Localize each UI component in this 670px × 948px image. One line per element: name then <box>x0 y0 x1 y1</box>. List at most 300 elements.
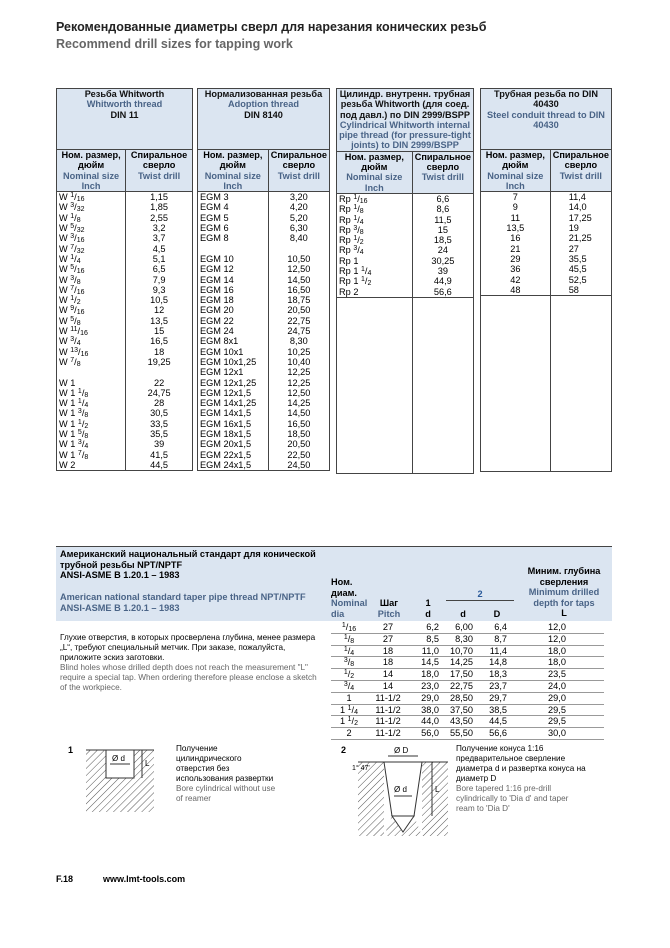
table-row <box>481 233 612 243</box>
table-row-empty <box>481 306 612 316</box>
empty-cell <box>412 401 473 411</box>
table-row-empty <box>481 296 612 307</box>
drill-cell: 24 <box>412 245 473 255</box>
npt-d-cell: 22,75 <box>442 680 476 692</box>
drill-cell: 39 <box>126 439 193 449</box>
drill-cell: 24,75 <box>126 388 193 398</box>
drill-cell: 6,5 <box>126 264 193 274</box>
drill-cell: 45,5 <box>550 264 611 274</box>
table-row-empty <box>481 368 612 378</box>
npt-depth-cell: 29,5 <box>510 704 604 716</box>
section1-title-en: Whitworth thread <box>86 99 163 110</box>
nominal-cell: EGM 22x1,5 <box>198 450 269 460</box>
empty-cell <box>481 440 551 450</box>
drill-cell: 41,5 <box>126 450 193 460</box>
npt-col-d: d <box>460 609 466 619</box>
empty-cell <box>412 452 473 462</box>
table-row <box>337 235 474 245</box>
section1-col2-en: Twist drill <box>137 170 181 181</box>
empty-cell <box>412 422 473 432</box>
npt-d1-cell: 8,5 <box>409 633 442 645</box>
table-row <box>481 244 612 254</box>
fig1-L-label: L <box>145 759 150 768</box>
table-row-empty <box>337 319 474 329</box>
empty-cell <box>550 306 611 316</box>
nominal-cell: EGM 10 <box>198 254 269 264</box>
drill-cell: 18 <box>126 347 193 357</box>
table-row-empty <box>337 463 474 474</box>
table-row <box>198 192 330 203</box>
drill-cell: 56,6 <box>412 287 473 298</box>
nominal-cell: W $^{11}/_{16}$ <box>57 326 126 336</box>
drill-cell: 22 <box>126 378 193 388</box>
nominal-cell: W 1 $^3/_4$ <box>57 439 126 449</box>
drill-cell: 3,20 <box>268 192 329 203</box>
npt-depth-cell: 29,0 <box>510 692 604 704</box>
nominal-cell: EGM 12x1,25 <box>198 378 269 388</box>
drill-cell: 24,50 <box>268 460 329 471</box>
table-row <box>57 285 193 295</box>
npt-d-cell: 6,00 <box>442 622 476 633</box>
table-row-empty <box>337 432 474 442</box>
drill-cell: 17,25 <box>550 213 611 223</box>
npt-pitch-cell: 18 <box>367 657 409 669</box>
section1-col2-ru: Спиральное сверло <box>130 150 188 171</box>
drill-cell: 12,50 <box>268 388 329 398</box>
npt-nominal-cell: 1 $^1/_4$ <box>331 704 367 716</box>
nominal-cell: EGM 16x1,5 <box>198 419 269 429</box>
table-row <box>57 439 193 449</box>
table-row <box>57 460 193 471</box>
npt-depth-cell: 24,0 <box>510 680 604 692</box>
nominal-cell: EGM 3 <box>198 192 269 203</box>
empty-cell <box>337 452 413 462</box>
fig2-angle-label: 1° 47' <box>352 765 370 772</box>
npt-depth-cell: 12,0 <box>510 633 604 645</box>
table-row-empty <box>337 411 474 421</box>
table-row-empty <box>481 389 612 399</box>
drill-cell: 52,5 <box>550 275 611 285</box>
empty-cell <box>337 422 413 432</box>
table-row-empty <box>337 401 474 411</box>
nominal-cell: EGM 12x1 <box>198 367 269 377</box>
section2-title-ru: Нормализованная резьба <box>204 89 323 99</box>
table-row <box>57 295 193 305</box>
adoption-thread-table <box>197 88 330 471</box>
table-row <box>331 728 604 740</box>
npt-pitch-cell: 11-1/2 <box>367 728 409 740</box>
fig2-number: 2 <box>341 745 347 755</box>
empty-cell <box>550 317 611 327</box>
drill-cell: 11,4 <box>550 192 611 203</box>
nominal-cell: W $^7/_{16}$ <box>57 285 126 295</box>
table-row <box>198 419 330 429</box>
website-link[interactable]: www.lmt-tools.com <box>103 874 186 884</box>
page-number: F.18 <box>56 874 74 884</box>
nominal-cell: EGM 14x1,25 <box>198 398 269 408</box>
empty-cell <box>481 306 551 316</box>
npt-depth-cell: 23,5 <box>510 669 604 681</box>
drill-cell: 3,2 <box>126 223 193 233</box>
table-row-empty <box>481 430 612 440</box>
table-row <box>337 215 474 225</box>
section1-col1-en: Nominal size Inch <box>62 170 120 191</box>
table-row-empty <box>481 399 612 409</box>
empty-cell <box>481 327 551 337</box>
section1-title-ru: Резьба Whitworth <box>84 89 165 99</box>
fig1-d-label: Ø d <box>112 754 125 763</box>
empty-cell <box>412 297 473 308</box>
table-row <box>198 357 330 367</box>
drill-cell: 28 <box>126 398 193 408</box>
section1-col1-header <box>57 150 126 192</box>
fig2-caption: Получение конуса 1:16 предварительное сверление диаметра d и развертка конуса на диаметр D Bore tapered 1:16 pre-drill cylindrically to 'Dia d' and taper ream to 'Dia D' <box>456 744 586 813</box>
nominal-cell: 42 <box>481 275 551 285</box>
table-row <box>57 202 193 212</box>
nominal-cell: EGM 18 <box>198 295 269 305</box>
nominal-cell: Rp 1 <box>337 256 413 266</box>
table-row <box>57 192 193 203</box>
drill-cell: 24,75 <box>268 326 329 336</box>
table-row <box>198 439 330 449</box>
nominal-cell: W $^5/_8$ <box>57 316 126 326</box>
drill-cell: 12,25 <box>268 367 329 377</box>
empty-cell <box>337 360 413 370</box>
section4-header <box>481 89 612 150</box>
drill-cell: 19 <box>550 223 611 233</box>
table-row <box>481 213 612 223</box>
npt-d1-cell: 18,0 <box>409 669 442 681</box>
table-row <box>57 388 193 398</box>
table-row-empty <box>337 360 474 370</box>
empty-cell <box>550 430 611 440</box>
npt-d1-cell: 44,0 <box>409 716 442 728</box>
table-row <box>57 357 193 367</box>
npt-note: Глухие отверстия, в которых просверлена глубина, менее размера „L“, требуют специальный метчик. При заказе, пожалуйста, приложите эскиз заготовки. Blind holes whose drilled depth does not reach the measurement "L" require a special tap. When ordering therefore please enclose a sketch of the workpiece. <box>60 633 317 692</box>
drill-cell: 14,50 <box>268 408 329 418</box>
empty-cell <box>550 358 611 368</box>
npt-pitch-cell: 27 <box>367 622 409 633</box>
drill-cell: 11,5 <box>412 215 473 225</box>
npt-depth-cell: 29,5 <box>510 716 604 728</box>
drill-cell: 8,30 <box>268 336 329 346</box>
drill-cell: 19,25 <box>126 357 193 367</box>
npt-d1-cell: 38,0 <box>409 704 442 716</box>
empty-cell <box>550 399 611 409</box>
table-row-empty <box>337 308 474 318</box>
nominal-cell: W $^7/_{32}$ <box>57 244 126 254</box>
npt-depth-cell: 18,0 <box>510 645 604 657</box>
drill-cell: 6,6 <box>412 193 473 204</box>
nominal-cell <box>198 244 269 254</box>
nominal-cell: Rp $^1/_4$ <box>337 215 413 225</box>
empty-cell <box>412 370 473 380</box>
nominal-cell: 9 <box>481 202 551 212</box>
nominal-cell: EGM 8 <box>198 233 269 243</box>
drill-cell: 44,9 <box>412 276 473 286</box>
drill-cell: 18,5 <box>412 235 473 245</box>
nominal-cell: EGM 18x1,5 <box>198 429 269 439</box>
empty-cell <box>481 348 551 358</box>
table-row <box>57 336 193 346</box>
drill-cell <box>268 244 329 254</box>
npt-col-nominal: Ном. диам. Nominal dia <box>331 577 368 619</box>
npt-d-cell: 8,30 <box>442 633 476 645</box>
nominal-cell: W $^9/_{16}$ <box>57 305 126 315</box>
empty-cell <box>337 391 413 401</box>
nominal-cell: 7 <box>481 192 551 203</box>
table-row <box>57 408 193 418</box>
drill-cell: 16,5 <box>126 336 193 346</box>
nominal-cell: W $^7/_8$ <box>57 357 126 367</box>
table-row <box>331 704 604 716</box>
drill-cell: 18,75 <box>268 295 329 305</box>
drill-cell: 5,20 <box>268 213 329 223</box>
drill-cell: 27 <box>550 244 611 254</box>
table-row <box>198 429 330 439</box>
npt-d-cell: 14,25 <box>442 657 476 669</box>
empty-cell <box>550 296 611 307</box>
npt-depth-cell: 12,0 <box>510 622 604 633</box>
nominal-cell: EGM 16 <box>198 285 269 295</box>
nominal-cell: EGM 12 <box>198 264 269 274</box>
empty-cell <box>412 463 473 474</box>
npt-pitch-cell: 11-1/2 <box>367 704 409 716</box>
table-row <box>337 245 474 255</box>
table-row <box>198 408 330 418</box>
nominal-cell: W $^{13}/_{16}$ <box>57 347 126 357</box>
table-row <box>481 192 612 203</box>
drill-cell: 9,3 <box>126 285 193 295</box>
nominal-cell: 29 <box>481 254 551 264</box>
npt-nominal-cell: $^1/_{16}$ <box>331 622 367 633</box>
empty-cell <box>412 308 473 318</box>
empty-cell <box>337 297 413 308</box>
table-row <box>198 450 330 460</box>
npt-table <box>331 622 604 740</box>
section3-title-en: Cylindrical Whitworth internal pipe thread (for pressure-tight joints) to DIN 2999/BSPP <box>339 119 471 151</box>
nominal-cell: W $^3/_{32}$ <box>57 202 126 212</box>
table-row-empty <box>337 380 474 390</box>
page-title-en: Recommend drill sizes for tapping work <box>56 37 293 51</box>
npt-D-cell: 44,5 <box>476 716 510 728</box>
drill-cell: 2,55 <box>126 213 193 223</box>
empty-cell <box>412 442 473 452</box>
empty-cell <box>550 461 611 472</box>
empty-cell <box>550 389 611 399</box>
drill-cell: 12,50 <box>268 264 329 274</box>
section2-col2-ru: Спиральное сверло <box>270 150 327 171</box>
table-row <box>337 225 474 235</box>
table-row <box>57 367 193 377</box>
nominal-cell: Rp 1 $^1/_2$ <box>337 276 413 286</box>
drill-cell: 14,0 <box>550 202 611 212</box>
table-row-empty <box>481 451 612 461</box>
section2-standard: DIN 8140 <box>244 109 283 120</box>
table-row <box>198 233 330 243</box>
table-row <box>57 378 193 388</box>
section3-header <box>337 89 474 152</box>
empty-cell <box>412 411 473 421</box>
table-row <box>57 398 193 408</box>
fig2-L-label: L <box>435 785 440 794</box>
drill-cell: 15 <box>126 326 193 336</box>
empty-cell <box>412 349 473 359</box>
npt-D-cell: 8,7 <box>476 633 510 645</box>
nominal-cell: 36 <box>481 264 551 274</box>
drill-cell: 20,50 <box>268 305 329 315</box>
empty-cell <box>337 329 413 339</box>
empty-cell <box>481 358 551 368</box>
bspp-table <box>336 88 474 474</box>
nominal-cell: Rp $^3/_4$ <box>337 245 413 255</box>
nominal-cell: 21 <box>481 244 551 254</box>
npt-pitch-cell: 27 <box>367 633 409 645</box>
npt-d1-cell: 29,0 <box>409 692 442 704</box>
npt-col-1: 1 d <box>425 598 431 619</box>
table-row <box>57 305 193 315</box>
section2-title-en: Adoption thread <box>228 99 299 110</box>
table-row <box>57 244 193 254</box>
empty-cell <box>412 432 473 442</box>
nominal-cell: EGM 10x1,25 <box>198 357 269 367</box>
drill-cell: 16,50 <box>268 419 329 429</box>
drill-cell: 12,25 <box>268 378 329 388</box>
nominal-cell: W $^3/_8$ <box>57 275 126 285</box>
nominal-cell: 11 <box>481 213 551 223</box>
table-row-empty <box>481 348 612 358</box>
nominal-cell: 48 <box>481 285 551 296</box>
npt-depth-cell: 30,0 <box>510 728 604 740</box>
npt-col-pitch: Шаг Pitch <box>377 598 401 619</box>
drill-cell: 8,40 <box>268 233 329 243</box>
npt-D-cell: 6,4 <box>476 622 510 633</box>
nominal-cell: EGM 5 <box>198 213 269 223</box>
nominal-cell: EGM 14 <box>198 275 269 285</box>
section3-col1-header <box>337 151 413 193</box>
empty-cell <box>337 463 413 474</box>
empty-cell <box>481 337 551 347</box>
drill-cell: 35,5 <box>126 429 193 439</box>
npt-D-cell: 29,7 <box>476 692 510 704</box>
fig1-drawing <box>82 744 172 814</box>
nominal-cell: 13,5 <box>481 223 551 233</box>
drill-cell: 21,25 <box>550 233 611 243</box>
table-row <box>57 275 193 285</box>
table-row <box>481 254 612 264</box>
drill-cell: 10,25 <box>268 347 329 357</box>
nominal-cell: EGM 4 <box>198 202 269 212</box>
empty-cell <box>550 327 611 337</box>
empty-cell <box>550 451 611 461</box>
nominal-cell: EGM 20 <box>198 305 269 315</box>
empty-cell <box>337 308 413 318</box>
table-row <box>337 276 474 286</box>
table-row-empty <box>337 349 474 359</box>
npt-nominal-cell: $^1/_4$ <box>331 645 367 657</box>
table-row <box>198 285 330 295</box>
fig2-drawing <box>352 744 452 839</box>
table-row <box>198 223 330 233</box>
table-row-empty <box>337 452 474 462</box>
npt-d1-cell: 11,0 <box>409 645 442 657</box>
nominal-cell: W 1 <box>57 378 126 388</box>
table-row <box>198 275 330 285</box>
empty-cell <box>550 409 611 419</box>
npt-nominal-cell: $^3/_4$ <box>331 680 367 692</box>
table-row <box>337 287 474 298</box>
section3-col1-en: Nominal size Inch <box>346 172 403 193</box>
drill-cell: 4,20 <box>268 202 329 212</box>
nominal-cell: 16 <box>481 233 551 243</box>
table-row <box>198 305 330 315</box>
drill-cell: 10,40 <box>268 357 329 367</box>
npt-D-cell: 38,5 <box>476 704 510 716</box>
drill-cell: 18,50 <box>268 429 329 439</box>
table-row <box>198 347 330 357</box>
drill-cell: 16,50 <box>268 285 329 295</box>
table-row <box>198 295 330 305</box>
table-row <box>481 264 612 274</box>
drill-cell: 7,9 <box>126 275 193 285</box>
empty-cell <box>550 440 611 450</box>
section2-col1-header <box>198 150 269 192</box>
nominal-cell: W $^1/_{16}$ <box>57 192 126 203</box>
table-row-empty <box>481 379 612 389</box>
table-row <box>57 419 193 429</box>
table-row <box>481 202 612 212</box>
nominal-cell: W 1 $^1/_2$ <box>57 419 126 429</box>
section1-standard: DIN 11 <box>110 109 139 120</box>
nominal-cell: W $^1/_4$ <box>57 254 126 264</box>
table-row <box>57 316 193 326</box>
table-row <box>331 633 604 645</box>
section4-title-en: Steel conduit thread to DIN 40430 <box>487 109 605 130</box>
section1-col1-ru: Ном. размер, дюйм <box>61 150 121 171</box>
drill-cell: 12 <box>126 305 193 315</box>
empty-cell <box>337 349 413 359</box>
table-row <box>57 326 193 336</box>
npt-pitch-cell: 14 <box>367 669 409 681</box>
npt-d1-cell: 56,0 <box>409 728 442 740</box>
fig1-caption: Получение цилиндрического отверстия без использования развертки Bore cylindrical without use of reamer <box>176 744 276 803</box>
table-row-empty <box>481 358 612 368</box>
table-row-empty <box>481 409 612 419</box>
empty-cell <box>337 319 413 329</box>
npt-d-cell: 28,50 <box>442 692 476 704</box>
section3-col2-en: Twist drill <box>421 172 464 183</box>
nominal-cell: W 1 $^1/_8$ <box>57 388 126 398</box>
table-row-empty <box>481 337 612 347</box>
fig1-number: 1 <box>68 745 74 755</box>
nominal-cell: W 2 <box>57 460 126 471</box>
empty-cell <box>337 442 413 452</box>
table-row <box>198 336 330 346</box>
table-row <box>198 367 330 377</box>
section1-col2-header <box>126 150 193 192</box>
empty-cell <box>481 409 551 419</box>
empty-cell <box>481 379 551 389</box>
nominal-cell: EGM 24x1,5 <box>198 460 269 471</box>
npt-depth-cell: 18,0 <box>510 657 604 669</box>
nominal-cell: W $^3/_4$ <box>57 336 126 346</box>
section3-title-ru: Цилиндр. внутренн. трубная резьба Whitworth (для соед. под давл.) по DIN 2999/BSPP <box>339 89 471 120</box>
table-row <box>198 254 330 264</box>
drill-cell: 3,7 <box>126 233 193 243</box>
section2-col1-ru: Ном. размер, дюйм <box>203 150 263 171</box>
table-row <box>57 254 193 264</box>
drill-cell: 1,15 <box>126 192 193 203</box>
